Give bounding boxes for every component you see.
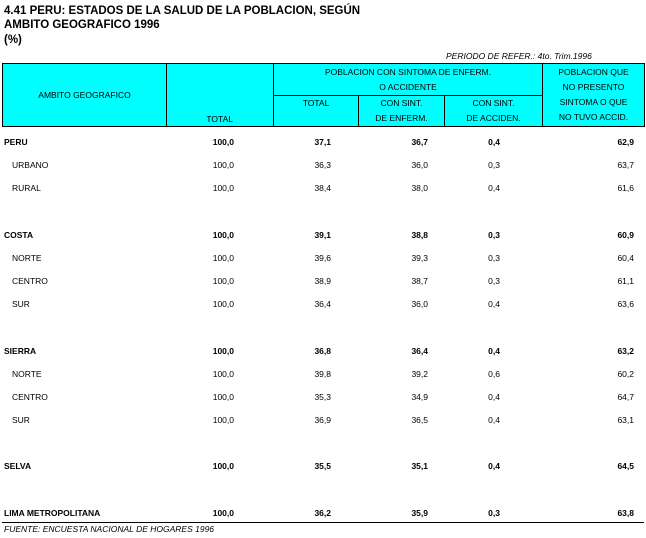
table-row <box>0 459 646 473</box>
row-value: 100,0 <box>212 508 234 518</box>
row-value: 36,0 <box>411 160 428 170</box>
row-value: 38,0 <box>411 183 428 193</box>
row-value: 100,0 <box>212 461 234 471</box>
row-label: NORTE <box>12 369 42 379</box>
row-value: 0,4 <box>488 137 500 147</box>
row-value: 36,8 <box>314 346 331 356</box>
row-value: 0,4 <box>488 183 500 193</box>
row-value: 100,0 <box>212 253 234 263</box>
row-value: 100,0 <box>212 160 234 170</box>
row-value: 34,9 <box>411 392 428 402</box>
table-unit: (%) <box>4 34 22 46</box>
row-value: 0,3 <box>488 276 500 286</box>
table-row <box>0 297 646 311</box>
row-value: 0,3 <box>488 230 500 240</box>
row-label: CENTRO <box>12 392 48 402</box>
row-value: 35,5 <box>314 461 331 471</box>
row-value: 63,7 <box>617 160 634 170</box>
header-total: TOTAL <box>167 64 274 127</box>
row-value: 100,0 <box>212 369 234 379</box>
bottom-rule <box>2 522 644 523</box>
row-value: 39,8 <box>314 369 331 379</box>
header-group <box>274 64 543 96</box>
row-value: 0,3 <box>488 253 500 263</box>
row-value: 0,4 <box>488 415 500 425</box>
row-value: 100,0 <box>212 392 234 402</box>
header-no-presento-line-2: NO PRESENTO <box>562 82 625 92</box>
header-con-sint-enferm-line-1: CON SINT. <box>380 98 423 108</box>
row-value: 0,4 <box>488 392 500 402</box>
table-title-line-2: AMBITO GEOGRAFICO 1996 <box>4 19 160 31</box>
row-label: PERU <box>4 137 28 147</box>
table-row <box>0 367 646 381</box>
row-value: 38,9 <box>314 276 331 286</box>
row-value: 0,6 <box>488 369 500 379</box>
table-row <box>0 158 646 172</box>
row-value: 100,0 <box>212 230 234 240</box>
row-value: 63,2 <box>617 346 634 356</box>
row-value: 61,6 <box>617 183 634 193</box>
table-title-line-1: 4.41 PERU: ESTADOS DE LA SALUD DE LA POBLACION, SEGÚN <box>4 5 361 17</box>
header-con-sint-acciden-line-1: CON SINT. <box>472 98 515 108</box>
row-value: 100,0 <box>212 137 234 147</box>
table-row <box>0 274 646 288</box>
row-value: 63,1 <box>617 415 634 425</box>
row-value: 36,2 <box>314 508 331 518</box>
row-value: 63,6 <box>617 299 634 309</box>
row-value: 38,7 <box>411 276 428 286</box>
header-no-presento <box>543 64 645 127</box>
header-con-sint-enferm-line-2: DE ENFERM. <box>375 113 428 123</box>
header-no-presento-line-3: SINTOMA O QUE <box>559 97 628 107</box>
header-con-sint-acciden-line-2: DE ACCIDEN. <box>466 113 521 123</box>
table-row <box>0 344 646 358</box>
row-value: 35,3 <box>314 392 331 402</box>
row-value: 0,3 <box>488 508 500 518</box>
row-label: LIMA METROPOLITANA <box>4 508 101 518</box>
row-value: 64,7 <box>617 392 634 402</box>
table-row <box>0 228 646 242</box>
row-value: 60,2 <box>617 369 634 379</box>
header-group-line-2: O ACCIDENTE <box>379 81 437 92</box>
row-value: 36,4 <box>314 299 331 309</box>
table-row <box>0 181 646 195</box>
table-source: FUENTE: ENCUESTA NACIONAL DE HOGARES 1996 <box>4 524 215 534</box>
row-label: SIERRA <box>4 346 37 356</box>
table-row <box>0 251 646 265</box>
table-row <box>0 390 646 404</box>
header-con-sint-acciden <box>445 96 543 127</box>
row-label: SUR <box>12 299 30 309</box>
row-value: 0,4 <box>488 461 500 471</box>
row-value: 64,5 <box>617 461 634 471</box>
row-value: 36,5 <box>411 415 428 425</box>
row-value: 38,8 <box>411 230 428 240</box>
row-value: 36,7 <box>411 137 428 147</box>
row-value: 39,6 <box>314 253 331 263</box>
row-value: 0,4 <box>488 299 500 309</box>
row-value: 62,9 <box>617 137 634 147</box>
row-value: 39,3 <box>411 253 428 263</box>
row-value: 63,8 <box>617 508 634 518</box>
row-value: 100,0 <box>212 276 234 286</box>
row-value: 35,9 <box>411 508 428 518</box>
row-value: 39,1 <box>314 230 331 240</box>
row-value: 100,0 <box>212 299 234 309</box>
row-label: SUR <box>12 415 30 425</box>
row-value: 37,1 <box>314 137 331 147</box>
row-value: 36,3 <box>314 160 331 170</box>
header-ambito: AMBITO GEOGRAFICO <box>3 64 167 127</box>
table-header <box>2 63 645 127</box>
row-label: CENTRO <box>12 276 48 286</box>
row-label: RURAL <box>12 183 41 193</box>
row-label: SELVA <box>4 461 32 471</box>
row-value: 38,4 <box>314 183 331 193</box>
row-value: 36,4 <box>411 346 428 356</box>
table-row <box>0 506 646 520</box>
header-no-presento-line-1: POBLACION QUE <box>558 67 629 77</box>
row-label: URBANO <box>12 160 49 170</box>
row-value: 100,0 <box>212 183 234 193</box>
header-group-line-1: POBLACION CON SINTOMA DE ENFERM. <box>324 66 492 77</box>
row-value: 0,3 <box>488 160 500 170</box>
table-row <box>0 413 646 427</box>
row-value: 36,9 <box>314 415 331 425</box>
row-value: 100,0 <box>212 415 234 425</box>
header-subtotal: TOTAL <box>274 96 359 127</box>
row-value: 60,4 <box>617 253 634 263</box>
row-value: 35,1 <box>411 461 428 471</box>
row-value: 0,4 <box>488 346 500 356</box>
row-value: 39,2 <box>411 369 428 379</box>
row-value: 60,9 <box>617 230 634 240</box>
row-value: 100,0 <box>212 346 234 356</box>
header-con-sint-enferm <box>359 96 445 127</box>
header-no-presento-line-4: NO TUVO ACCID. <box>558 112 629 122</box>
row-label: NORTE <box>12 253 42 263</box>
table-row <box>0 135 646 149</box>
row-value: 36,0 <box>411 299 428 309</box>
row-value: 61,1 <box>617 276 634 286</box>
row-label: COSTA <box>4 230 34 240</box>
reference-period: PERIODO DE REFER.: 4to. Trim.1996 <box>446 51 592 61</box>
